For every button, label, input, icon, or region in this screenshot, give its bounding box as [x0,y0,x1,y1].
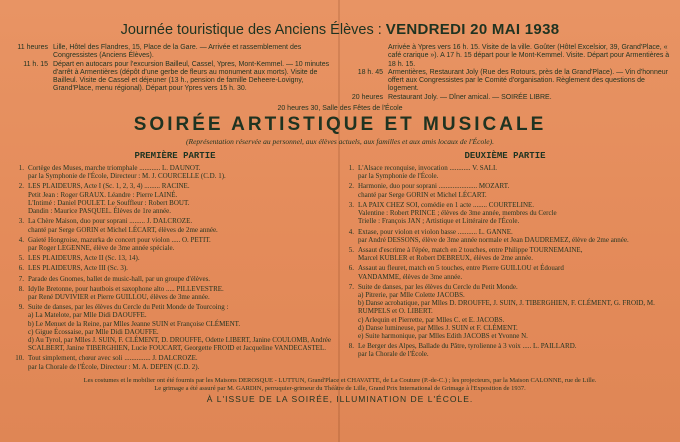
item-detail: a) La Matelote, par Mlle Didi DAOUFFE. [28,311,147,320]
programme-item [340,264,670,280]
item-heading [10,217,340,225]
paper-fold [338,0,340,442]
item-number: 9. [18,303,24,312]
item-detail: Petit Jean : Roger GRAUX. Léandre : Pierre LAINÉ. [28,190,178,199]
item-heading [340,246,670,254]
soiree-title: SOIRÉE ARTISTIQUE ET MUSICALE [133,114,547,136]
schedule-text: Lille, Hôtel des Flandres, 15, Place de la Gare. — Arrivée et rassemblement des Congressistes (Anciens Élèves). [53,44,302,60]
item-detail: par la Chorale de l'École. [358,350,429,359]
item-number: 6. [348,264,354,273]
programme-item [10,285,340,301]
programme-item [10,303,340,352]
schedule-line [10,61,335,94]
schedule-text: Arrivée à Ypres vers 16 h. 15. Visite de la ville. Goûter (Hôtel Excelsior, 39, Grand'Place, « café crarique »). A 17 h. 15 départ pour le Mont-Kemmel. Visite. Départ pour Armentières à 18 h. 15. [388,44,670,68]
item-title: L'Alsace reconquise, invocation ............ V. SALI. [358,164,498,173]
programme-item [10,182,340,215]
schedule-time: 11 heures [17,44,48,51]
schedule-line [345,69,670,94]
item-number: 3. [348,200,354,209]
item-title: Cortège des Muses, marche triomphale ............ L. DAUNOT. [28,164,201,173]
programme-item [340,228,670,244]
item-number: 1. [18,164,24,173]
schedule-time [345,44,388,69]
item-detail: b) Le Menuet de la Reine, par Mlles Jeanne SUIN et Françoise CLÉMENT. [28,319,241,328]
item-heading [340,201,670,209]
item-heading [10,164,340,172]
item-detail: VANDAMME, élèves de 3me année. [358,272,463,281]
item-detail: chanté par Serge GORIN et Michel LÉCART. [358,190,487,199]
item-number: 1. [348,164,354,173]
credit-line: Le grimage a été assuré par M. GARDIN, perruquier-grimeur du Théâtre de Lille, Grand Prix International de Grimage à l'Exposition de 1937. [154,384,526,392]
item-title: LES PLAIDEURS, Acte II (Sc. 13, 14). [28,254,140,263]
part2-title: DEUXIÈME PARTIE [464,151,546,162]
item-heading [340,182,670,190]
schedule-left [10,44,335,102]
programme-item [340,342,670,358]
item-number: 8. [348,342,354,351]
item-detail: par Roger LEGENNE, élève de 3me année spéciale. [28,243,175,252]
item-heading [10,236,340,244]
item-heading [10,264,340,272]
item-detail: a) Pitrerie, par Mlle Colette JACOBS. [358,290,465,299]
item-detail: e) Suite harmonique, par Mlles Edith JACOBS et Yvonne N. [358,331,528,340]
title-prefix: Journée touristique des Anciens Élèves : [120,22,382,38]
item-number: 7. [348,282,354,291]
schedule-time: 20 heures [351,93,383,101]
programme-item [10,164,340,180]
programme-item [10,236,340,252]
item-number: 4. [18,235,24,244]
day-schedule [10,44,670,102]
item-heading [340,342,670,350]
schedule-time: 18 h. 45 [357,68,383,76]
programme-item [10,275,340,283]
schedule-line [10,44,335,61]
item-number: 6. [18,264,24,273]
item-title: LES PLAIDEURS, Acte I (Sc. 1, 2, 3, 4) ......... RACINE. [28,182,190,191]
item-heading [10,354,340,362]
item-number: 7. [18,274,24,283]
item-number: 5. [348,245,354,254]
schedule-time: 11 h. 15 [23,60,48,68]
item-detail: c) Arlequin et Pierrette, par Mlles C. et E. JACOBS. [358,315,505,324]
part1-list [10,164,340,373]
item-heading [340,228,670,236]
item-detail: Trielle : François JAN ; Artistique et Littéraire de l'École. [358,217,520,226]
item-number: 8. [18,284,24,293]
programme-item [10,354,340,370]
schedule-right [345,44,670,102]
programme [10,164,670,373]
item-title: Tout simplement, chœur avec soli ............... J. DALCROZE. [28,354,198,363]
item-heading [340,164,670,172]
item-detail: par la Chorale de l'École, Directeur : M. A. DEPEN (C.D. 2). [28,362,200,371]
item-detail: par la Symphonie de l'École, Directeur : M. J. COURCELLE (C.D. 1). [28,172,226,181]
part1-title: PREMIÈRE PARTIE [134,151,216,162]
item-title: Suite de danses, par les élèves du Cercle du Petit Monde de Tourcoing : [28,303,229,312]
item-title: La Chère Maison, duo pour soprani ......... J. DALCROZE. [28,217,193,226]
item-number: 10. [15,354,24,363]
item-detail: par André DESSONS, élève de 3me année normale et Jean DAUDREMEZ, élève de 2me année. [358,235,629,244]
item-detail: Valentine : Robert PRINCE ; élèves de 3me année, membres du Cercle [358,209,557,218]
evening-line: 20 heures 30, Salle des Fêtes de l'École [277,105,403,113]
item-number: 5. [18,254,24,263]
item-number: 2. [18,182,24,191]
schedule-line [345,44,670,69]
final-line: À L'ISSUE DE LA SOIRÉE, ILLUMINATION DE L'ÉCOLE. [206,394,474,405]
item-detail: chanté par Serge GORIN et Michel LÉCART, élèves de 2me année. [28,225,218,234]
item-heading [10,182,340,190]
item-detail: par René DUVIVIER et Pierre GUILLOU, élèves de 3me année. [28,292,210,301]
item-number: 3. [18,217,24,226]
item-title: Gaieté Hongroise, mazurka de concert pour violon ..... O. PETIT. [28,235,211,244]
item-heading [10,275,340,283]
item-number: 4. [348,227,354,236]
item-detail: b) Danse acrobatique, par Mlles D. DROUFFE, J. SUIN, J. TIBERGHIEN, F. CLÉMENT, G. FROID, M. RUMPELS et O. LIBERT. [358,299,655,316]
programme-item [340,182,670,198]
item-title: Assaut au fleuret, match en 5 touches, entre Pierre GUILLOU et Édouard [358,264,564,273]
item-detail: par la Symphonie de l'École. [358,172,439,181]
item-heading [340,264,670,272]
programme-item [340,283,670,340]
title-date: VENDREDI 20 MAI 1938 [385,21,560,38]
schedule-line [345,94,670,102]
item-heading [10,303,340,311]
item-title: Suite de danses, par les élèves du Cercle du Petit Monde. [358,282,518,291]
item-detail: d) Danse lumineuse, par Mlles J. SUIN et F. CLÉMENT. [358,323,518,332]
item-detail: L'Intimé : Daniel POULET. Le Souffleur : Robert BOUT. [28,198,190,207]
item-heading [10,254,340,262]
item-title: Idylle Bretonne, pour hautbois et saxophone alto ..... PILLEVESTRE. [28,284,224,293]
item-detail: d) Au Tyrol, par Mlles J. SUIN, F. CLÉMENT, D. DROUFFE, Odette LIBERT, Janine COULOMB, Andrée SCALBERT, Janine TIBERGHIEN, Lucie FOUCART, Georgette FROID et Jacqueline VANDECASTEL. [28,335,332,353]
part2-list [340,164,670,373]
programme-item [10,217,340,233]
part-headings [10,151,670,161]
programme-item [340,164,670,180]
item-heading [340,283,670,291]
item-detail: Marcel KUBLER et Robert DEBREUX, élèves de 2me année. [358,254,533,263]
schedule-text: Armentières, Restaurant Joly (Rue des Rotours, près de la Grand'Place). — Vin d'honneur offert aux Congressistes par le Comité d'organisation. Règlement des questions de logement. [388,68,668,93]
programme-item [10,254,340,262]
credits [10,377,670,393]
item-number: 2. [348,182,354,191]
item-title: LES PLAIDEURS, Acte III (Sc. 3). [28,264,128,273]
item-title: Parade des Gnomes, ballet de music-hall, par un groupe d'élèves. [28,274,211,283]
soiree-note: (Représentation réservée au personnel, aux élèves actuels, aux familles et aux amis locaux de l'École). [186,137,494,147]
item-title: Le Berger des Alpes, Ballade du Pâtre, tyrolienne à 3 voix ..... L. PAILLARD. [358,342,577,351]
item-title: Extase, pour violon et violon basse ........... L. GANNE. [358,227,513,236]
credit-line: Les costumes et le mobilier ont été fournis par les Maisons DEROSQUE - LUTTUN, Grand'Place et CHAVATTE, de La Couture (P.-de-C.) ; les projecteurs, par la Maison CALONNE, rue de Lille. [83,376,597,384]
schedule-text: Restaurant Joly. — Dîner amical. — SOIRÉE LIBRE. [388,93,552,101]
item-detail: c) Gigue Écossaise, par Mlle Didi DAOUFFE. [28,327,159,336]
programme-item [340,246,670,262]
item-title: LA PAIX CHEZ SOI, comédie en 1 acte ........ COURTELINE. [358,200,535,209]
item-title: Harmonie, duo pour soprani ...................... MOZART. [358,182,510,191]
item-heading [10,285,340,293]
item-title: Assaut d'escrime à l'épée, match en 2 touches, entre Philippe TOURNEMAINE, [358,245,583,254]
schedule-text: Départ en autocars pour l'excursion Bailleul, Cassel, Ypres, Mont-Kemmel. — 10 minutes d'arrêt à Armentières (dépôt d'une gerbe de fleurs au monument aux morts). Visite de Bailleul. Visite de Cassel et déjeuner (13 h., pension de famille Deheere-Lovigny, Grand'Place, menu régional). Départ pour Ypres vers 15 h. 30. [53,60,330,93]
programme-item [10,264,340,272]
programme-item [340,201,670,226]
page-title [10,21,670,38]
item-detail: Dandin : Maurice PASQUEL. Élèves de 1re année. [28,207,172,216]
